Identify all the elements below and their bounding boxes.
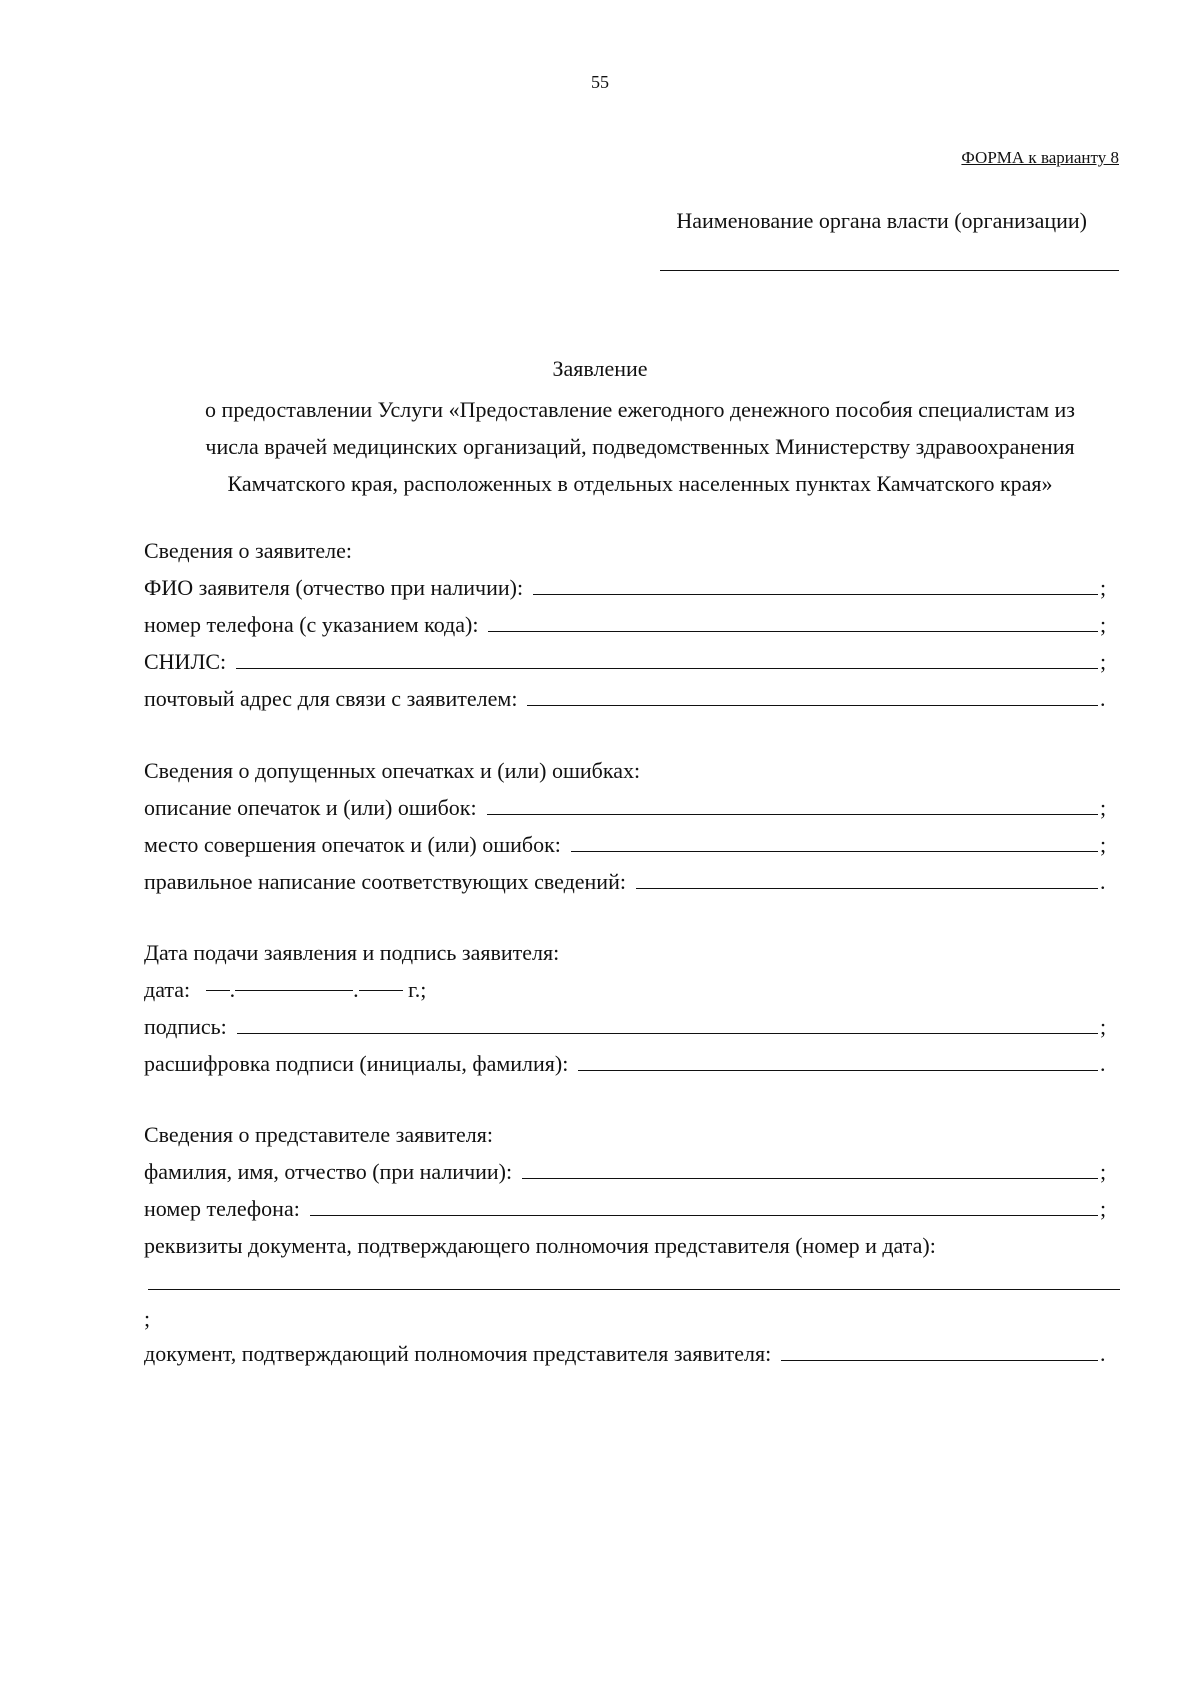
signature-decoding-label: расшифровка подписи (инициалы, фамилия): bbox=[144, 1051, 569, 1076]
address-label: почтовый адрес для связи с заявителем: bbox=[144, 686, 518, 711]
date-suffix: г.; bbox=[408, 977, 427, 1002]
period: . bbox=[1100, 869, 1106, 894]
signature-row bbox=[144, 1013, 1112, 1041]
page-number: 55 bbox=[591, 72, 609, 92]
period: . bbox=[1100, 1051, 1106, 1076]
period: . bbox=[1100, 686, 1106, 711]
signature-decoding-field[interactable] bbox=[578, 1069, 1098, 1071]
signature-decoding-row bbox=[144, 1050, 1112, 1078]
representative-fio-label: фамилия, имя, отчество (при наличии): bbox=[144, 1159, 513, 1184]
semicolon: ; bbox=[1100, 1196, 1107, 1221]
date-month-field[interactable] bbox=[235, 989, 353, 991]
correct-text-label: правильное написание соответствующих сведений: bbox=[144, 869, 626, 894]
applicant-phone-field[interactable] bbox=[488, 630, 1098, 632]
authority-document-label: документ, подтверждающий полномочия представителя заявителя: bbox=[144, 1341, 772, 1366]
subtitle-line: о предоставлении Услуги «Предоставление ежегодного денежного пособия специалистам из bbox=[205, 397, 1075, 422]
representative-fio-row bbox=[144, 1158, 1112, 1186]
signature-field[interactable] bbox=[237, 1032, 1098, 1034]
org-name-field[interactable] bbox=[660, 270, 1119, 271]
error-place-row bbox=[144, 831, 1112, 859]
representative-fio-field[interactable] bbox=[522, 1177, 1098, 1179]
correct-text-row bbox=[144, 868, 1112, 896]
date-separator: . bbox=[353, 977, 359, 1002]
applicant-fio-label: ФИО заявителя (отчество при наличии): bbox=[144, 575, 524, 600]
error-place-field[interactable] bbox=[571, 850, 1098, 852]
error-description-label: описание опечаток и (или) ошибок: bbox=[144, 795, 477, 820]
representative-phone-label: номер телефона: bbox=[144, 1196, 300, 1221]
semicolon: ; bbox=[1100, 575, 1107, 600]
semicolon: ; bbox=[1100, 612, 1107, 637]
semicolon: ; bbox=[1100, 1014, 1107, 1039]
date-year-field[interactable] bbox=[359, 989, 403, 991]
snils-field[interactable] bbox=[236, 667, 1098, 669]
requisites-label: реквизиты документа, подтверждающего полномочия представителя (номер и дата): bbox=[144, 1233, 936, 1258]
semicolon: ; bbox=[1100, 649, 1107, 674]
authority-document-field[interactable] bbox=[781, 1359, 1098, 1361]
submission-heading: Дата подачи заявления и подпись заявителя: bbox=[144, 940, 560, 965]
date-row bbox=[144, 976, 426, 1004]
requisites-field[interactable] bbox=[148, 1289, 1120, 1290]
representative-phone-row bbox=[144, 1195, 1112, 1223]
applicant-heading: Сведения о заявителе: bbox=[144, 538, 353, 563]
authority-document-row bbox=[144, 1340, 1112, 1368]
correct-text-field[interactable] bbox=[636, 887, 1098, 889]
org-name-label: Наименование органа власти (организации) bbox=[676, 208, 1087, 233]
applicant-fio-row bbox=[144, 574, 1112, 602]
error-description-field[interactable] bbox=[487, 813, 1098, 815]
error-place-label: место совершения опечаток и (или) ошибок: bbox=[144, 832, 561, 857]
date-label: дата: bbox=[144, 977, 191, 1002]
date-day-field[interactable] bbox=[206, 989, 230, 991]
semicolon: ; bbox=[1100, 832, 1107, 857]
signature-label: подпись: bbox=[144, 1014, 227, 1039]
document-subtitle bbox=[140, 391, 1140, 502]
document-title: Заявление bbox=[552, 356, 648, 381]
error-description-row bbox=[144, 794, 1112, 822]
address-row bbox=[144, 685, 1112, 713]
semicolon: ; bbox=[144, 1306, 151, 1331]
period: . bbox=[1100, 1341, 1106, 1366]
subtitle-line: Камчатского края, расположенных в отдельных населенных пунктах Камчатского края» bbox=[227, 471, 1053, 496]
semicolon: ; bbox=[1100, 1159, 1107, 1184]
representative-phone-field[interactable] bbox=[310, 1214, 1098, 1216]
errors-heading: Сведения о допущенных опечатках и (или) ошибках: bbox=[144, 758, 641, 783]
representative-heading: Сведения о представителе заявителя: bbox=[144, 1122, 493, 1147]
snils-row bbox=[144, 648, 1112, 676]
form-label: ФОРМА к варианту 8 bbox=[961, 148, 1119, 167]
subtitle-line: числа врачей медицинских организаций, подведомственных Министерству здравоохранения bbox=[205, 434, 1075, 459]
address-field[interactable] bbox=[527, 704, 1098, 706]
applicant-phone-label: номер телефона (с указанием кода): bbox=[144, 612, 479, 637]
applicant-phone-row bbox=[144, 611, 1112, 639]
semicolon: ; bbox=[1100, 795, 1107, 820]
date-separator: . bbox=[229, 977, 236, 1002]
applicant-fio-field[interactable] bbox=[533, 593, 1098, 595]
snils-label: СНИЛС: bbox=[144, 649, 227, 674]
